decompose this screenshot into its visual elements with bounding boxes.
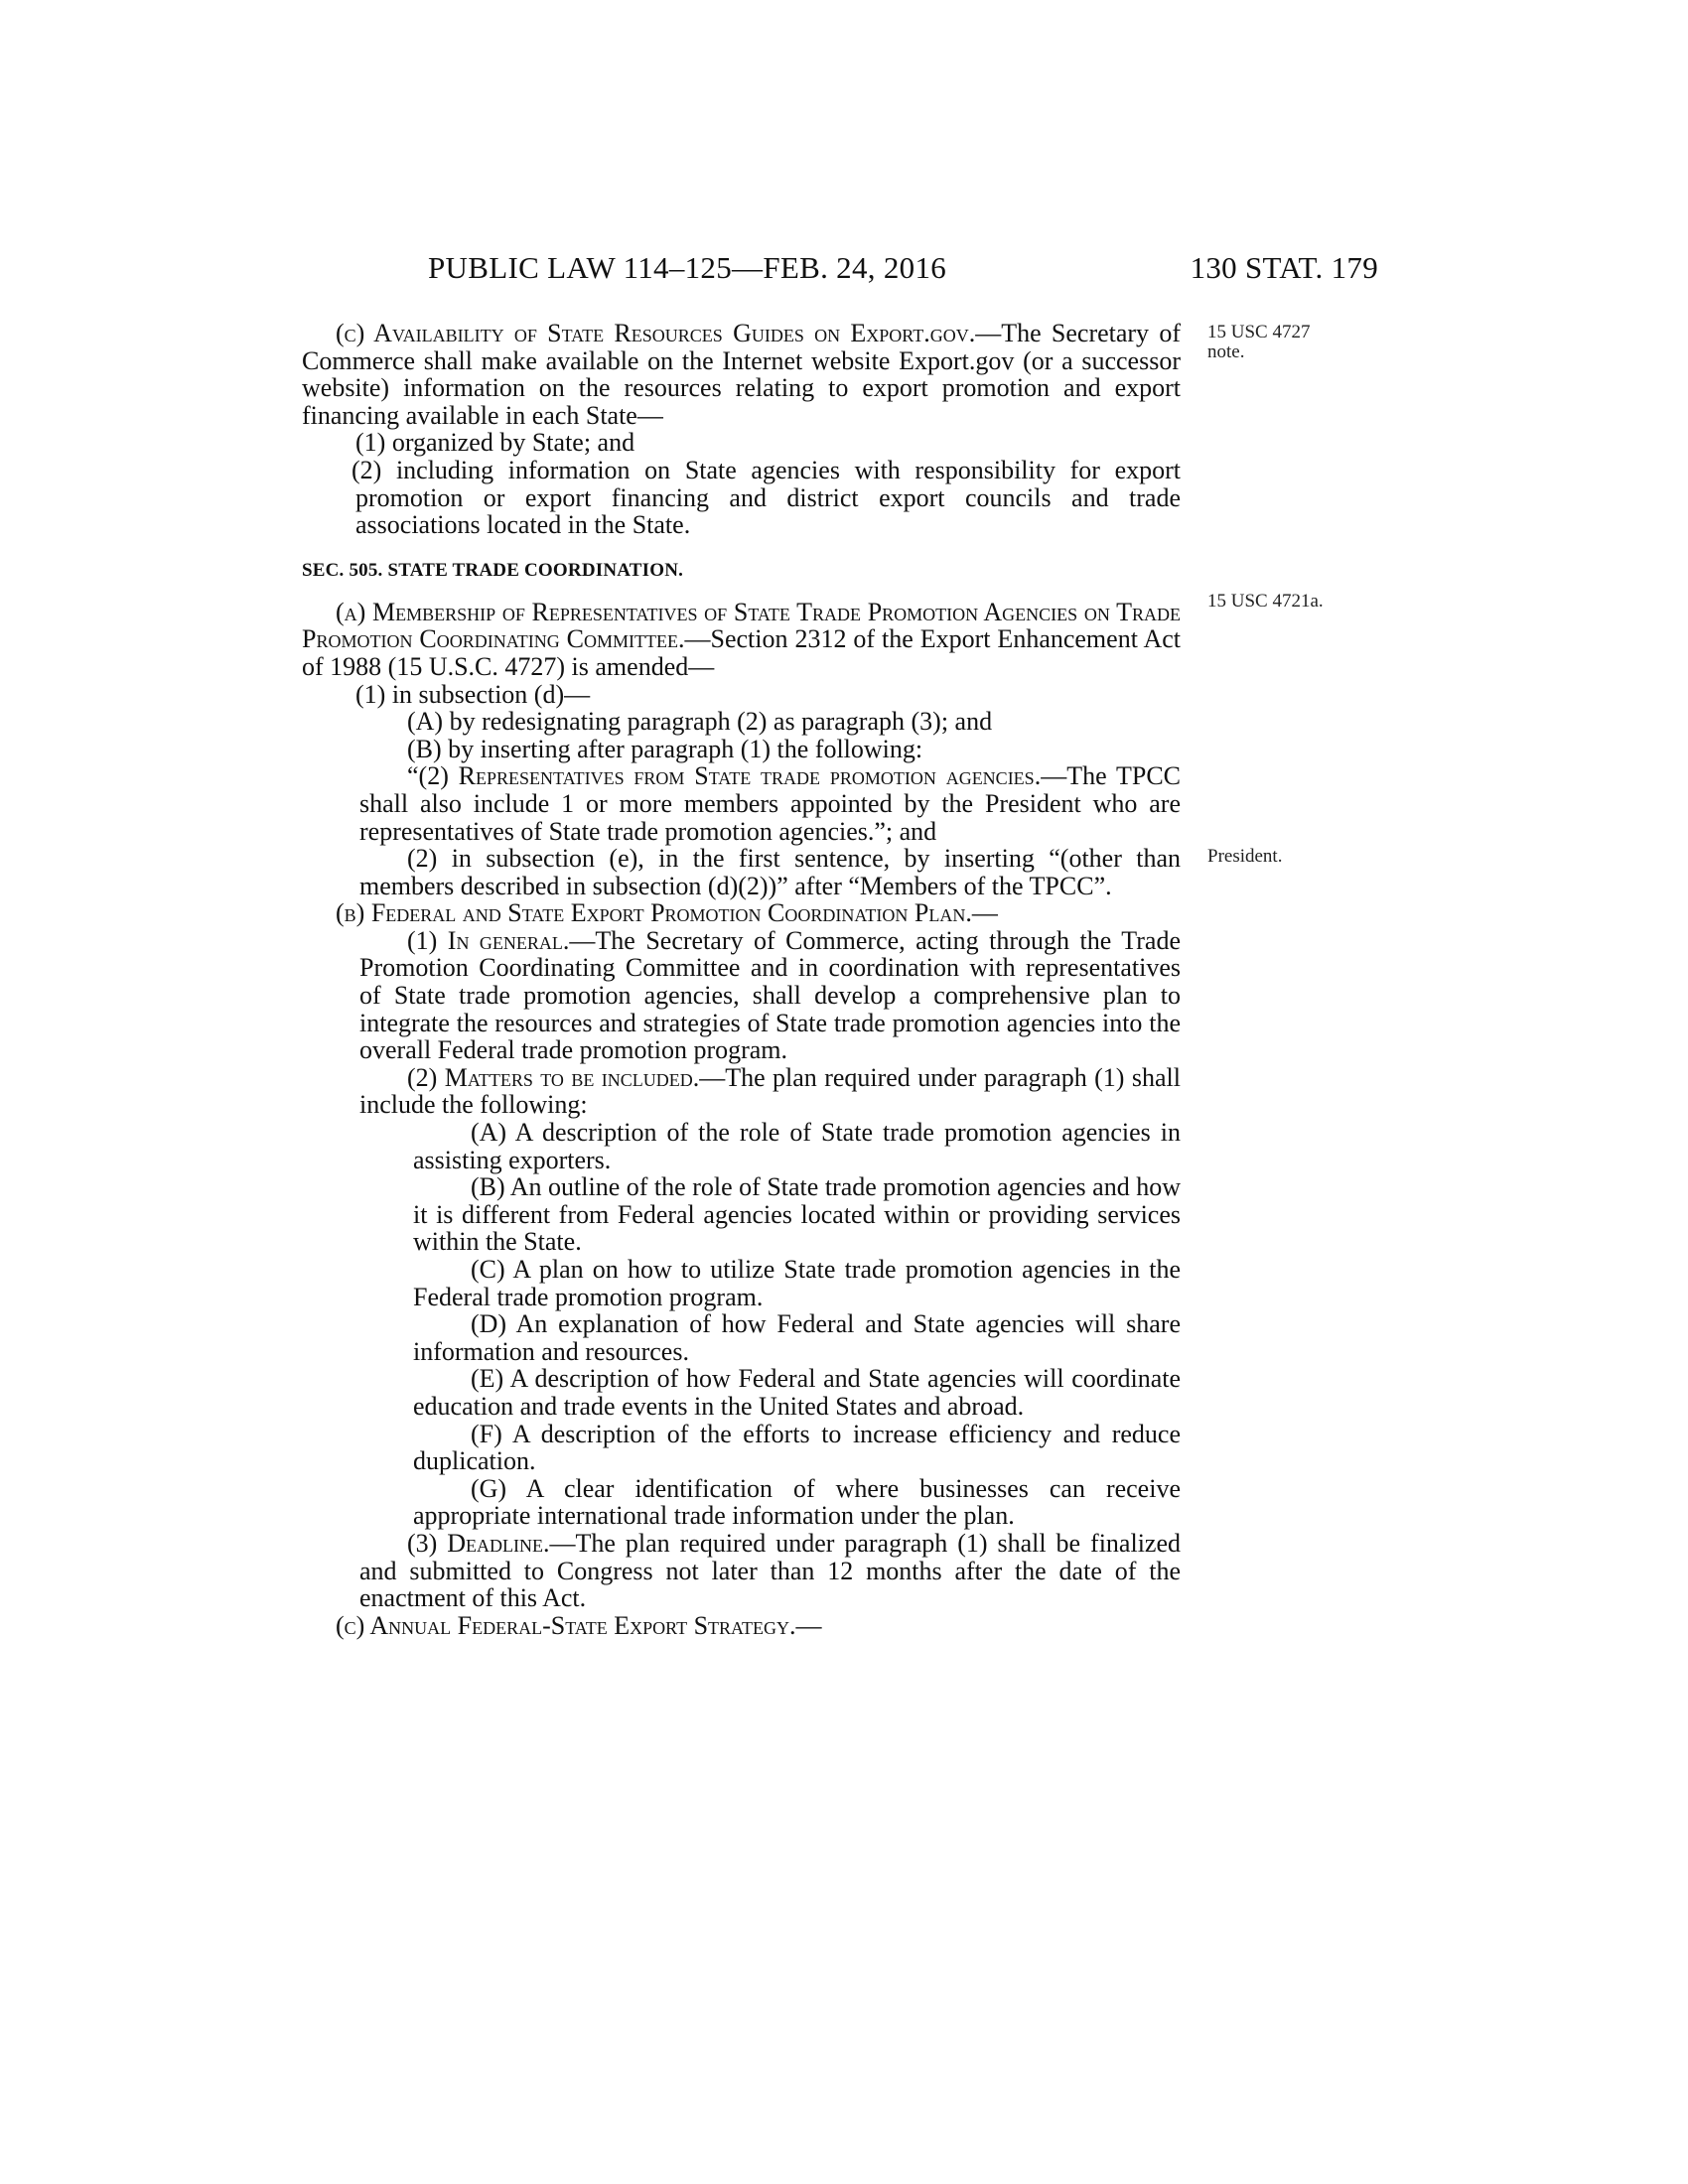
subsection-c-annual-heading: (c) Annual Federal-State Export Strategy.: [336, 1610, 796, 1640]
paragraph-b3: [359, 1530, 1181, 1612]
subsection-c-heading: (c) Availability of State Resources Guides on Export.gov.: [336, 319, 976, 347]
paragraph-b3-heading: (3) Deadline.: [407, 1528, 550, 1558]
subparagraph-b2F: (F) A description of the efforts to increase efficiency and reduce duplication.: [413, 1419, 1181, 1476]
margin-note-usc-4727: 15 USC 4727 note.: [1207, 322, 1311, 362]
paragraph-b2: [359, 1064, 1181, 1119]
subparagraph-a1A: (A) by redesignating paragraph (2) as paragraph (3); and: [407, 707, 993, 737]
page-header: [298, 250, 1378, 290]
quoted-paragraph-heading: “(2) Representatives from State trade promotion agencies.: [407, 761, 1042, 791]
paragraph-a2: (2) in subsection (e), in the first sentence, by inserting “(other than members described in subsection (d)(2))” after “Members of the TPCC”.: [359, 844, 1181, 900]
margin-note-usc-4721a: 15 USC 4721a.: [1207, 591, 1324, 612]
subsection-a: [302, 599, 1181, 681]
subsection-c-annual: (c) Annual Federal-State Export Strategy.—: [336, 1610, 822, 1640]
paragraph-b1-heading: (1) In general.: [407, 925, 570, 955]
subparagraph-b2A: (A) A description of the role of State trade promotion agencies in assisting exporters.: [413, 1118, 1181, 1174]
paragraph-c2: (2) including information on State agencies with responsibility for export promotion or export financing and district export councils and trade associations located in the State.: [352, 455, 1181, 540]
subparagraph-b2B: (B) An outline of the role of State trade promotion agencies and how it is different from Federal agencies located within or providing services within the State.: [413, 1172, 1181, 1257]
paragraph-a1: (1) in subsection (d)—: [355, 679, 591, 709]
subparagraph-b2D: (D) An explanation of how Federal and State agencies will share information and resources.: [413, 1309, 1181, 1366]
subparagraph-a1B: (B) by inserting after paragraph (1) the following:: [407, 734, 923, 763]
margin-note-president: President.: [1207, 846, 1283, 867]
subsection-a-heading: (a) Membership of Representatives of State Trade Promotion Agencies on Trade Promotion Coordinating Committee.: [302, 597, 1181, 654]
subsection-b-heading: (b) Federal and State Export Promotion Coordination Plan.: [336, 898, 972, 928]
quoted-paragraph-text: —The TPCC shall also include 1 or more members appointed by the President who are representatives of State trade promotion agencies.”; and: [359, 761, 1181, 846]
subsection-c: [302, 320, 1181, 429]
subparagraph-b2G: (G) A clear identification of where businesses can receive appropriate international trade information under the plan.: [413, 1473, 1181, 1531]
subparagraph-b2E: (E) A description of how Federal and State agencies will coordinate education and trade events in the United States and abroad.: [413, 1364, 1181, 1421]
section-505-heading: SEC. 505. STATE TRADE COORDINATION.: [302, 559, 684, 581]
subparagraph-b2C: (C) A plan on how to utilize State trade promotion agencies in the Federal trade promotion program.: [413, 1255, 1181, 1311]
subsection-a-text: —Section 2312 of the Export Enhancement Act of 1988 (15 U.S.C. 4727) is amended—: [302, 624, 1181, 681]
subsection-b: (b) Federal and State Export Promotion Coordination Plan.—: [336, 898, 998, 928]
paragraph-c1: (1) organized by State; and: [355, 428, 635, 458]
document-body: [302, 320, 1181, 1639]
paragraph-b2-text: —The plan required under paragraph (1) shall include the following:: [359, 1062, 1181, 1120]
paragraph-b1-text: —The Secretary of Commerce, acting through the Trade Promotion Coordinating Committee and in coordination with representatives of State trade promotion agencies, shall develop a comprehensive plan to integrate the resources and strategies of State trade promotion agencies into the overall Federal trade promotion program.: [359, 925, 1181, 1065]
subsection-c-text: —The Secretary of Commerce shall make available on the Internet website Export.gov (or a successor website) information on the resources relating to export promotion and export financing available in each State—: [302, 319, 1181, 430]
running-head: PUBLIC LAW 114–125—FEB. 24, 2016: [428, 250, 947, 285]
paragraph-b3-text: —The plan required under paragraph (1) shall be finalized and submitted to Congress not later than 12 months after the date of the enactment of this Act.: [359, 1528, 1181, 1613]
quoted-paragraph-2: [359, 762, 1181, 845]
paragraph-b2-heading: (2) Matters to be included.: [407, 1062, 700, 1092]
page-number: 130 STAT. 179: [1190, 250, 1378, 285]
paragraph-b1: [359, 927, 1181, 1064]
